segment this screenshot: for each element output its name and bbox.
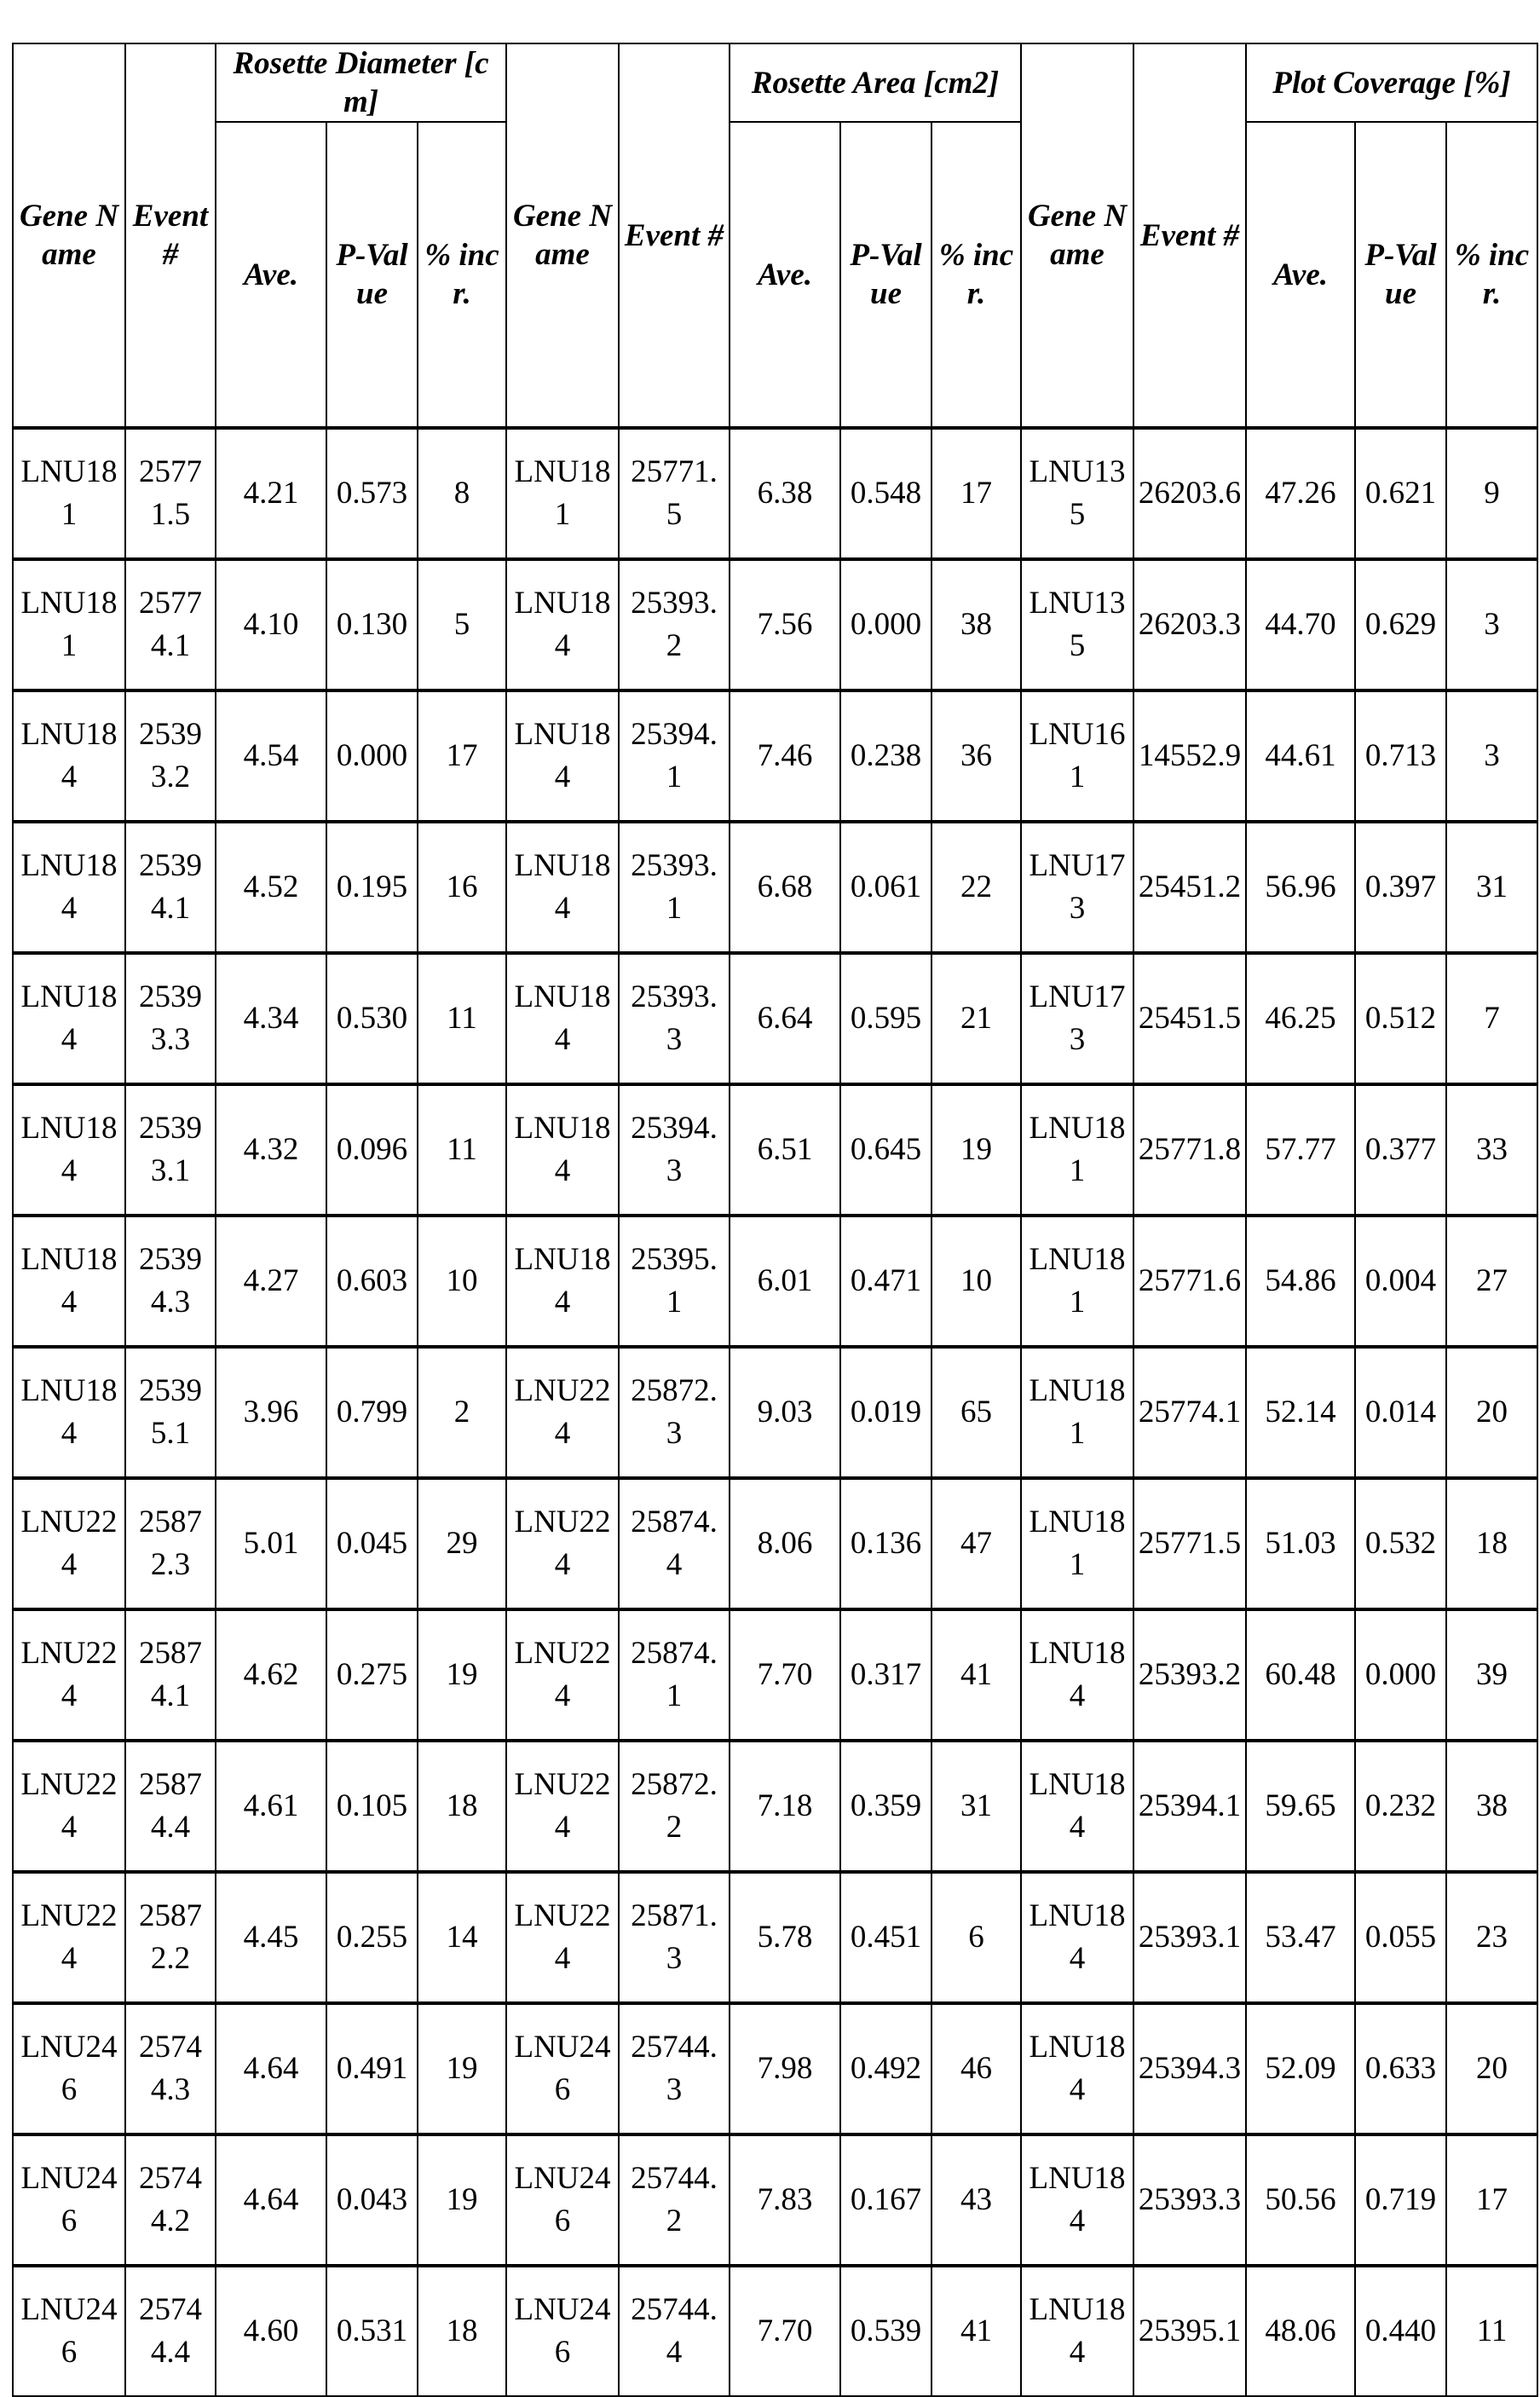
cell-event: 25744.3 [619,2003,730,2134]
cell-area-pvalue: 0.167 [840,2134,931,2266]
cell-diameter-ave: 4.61 [216,1741,326,1872]
cell-event: 25871.3 [619,1872,730,2003]
cell-area-incr: 38 [931,559,1021,690]
cell-area-ave: 7.46 [730,690,840,822]
cell-coverage-pvalue: 0.055 [1355,1872,1446,2003]
header-rosette-diameter: Rosette Diameter [cm] [216,43,506,122]
cell-diameter-incr: 19 [418,2003,506,2134]
cell-event: 25393.2 [619,559,730,690]
table-row [13,1084,1537,1216]
cell-event: 25394.1 [125,822,216,953]
cell-event: 25393.3 [619,953,730,1084]
cell-gene-name: LNU181 [1021,1084,1133,1216]
cell-coverage-pvalue: 0.713 [1355,690,1446,822]
cell-area-ave: 7.18 [730,1741,840,1872]
cell-diameter-pvalue: 0.799 [326,1347,418,1478]
cell-event: 25393.2 [1133,1609,1246,1741]
cell-coverage-ave: 54.86 [1246,1216,1355,1347]
cell-area-pvalue: 0.492 [840,2003,931,2134]
table-row [13,1872,1537,2003]
header-rosette-area: Rosette Area [cm2] [730,43,1021,122]
cell-coverage-ave: 59.65 [1246,1741,1355,1872]
cell-event: 25393.1 [1133,1872,1246,2003]
header-coverage-pvalue: P-Value [1355,122,1446,428]
cell-gene-name: LNU184 [506,559,619,690]
cell-area-ave: 6.01 [730,1216,840,1347]
cell-gene-name: LNU224 [506,1478,619,1609]
cell-gene-name: LNU184 [1021,1609,1133,1741]
results-table [12,43,1538,2397]
table-row [13,1347,1537,1478]
cell-area-incr: 6 [931,1872,1021,2003]
cell-coverage-ave: 44.61 [1246,690,1355,822]
cell-gene-name: LNU184 [13,822,125,953]
cell-area-pvalue: 0.645 [840,1084,931,1216]
header-gene-name-1: Gene Name [13,43,125,428]
cell-event: 25874.1 [619,1609,730,1741]
cell-gene-name: LNU224 [506,1872,619,2003]
cell-area-ave: 6.68 [730,822,840,953]
header-row-sub [13,122,1537,428]
cell-area-ave: 6.64 [730,953,840,1084]
cell-coverage-pvalue: 0.000 [1355,1609,1446,1741]
cell-event: 25451.2 [1133,822,1246,953]
cell-area-ave: 7.56 [730,559,840,690]
header-gene-name-3: Gene Name [1021,43,1133,428]
header-plot-coverage: Plot Coverage [%] [1246,43,1537,122]
cell-area-incr: 22 [931,822,1021,953]
cell-diameter-pvalue: 0.573 [326,428,418,559]
cell-gene-name: LNU246 [506,2134,619,2266]
cell-diameter-pvalue: 0.491 [326,2003,418,2134]
cell-diameter-pvalue: 0.531 [326,2266,418,2396]
cell-area-pvalue: 0.548 [840,428,931,559]
cell-gene-name: LNU224 [13,1741,125,1872]
cell-gene-name: LNU181 [13,559,125,690]
cell-gene-name: LNU224 [13,1478,125,1609]
cell-gene-name: LNU184 [1021,2003,1133,2134]
cell-event: 25394.3 [125,1216,216,1347]
table-row [13,953,1537,1084]
cell-coverage-ave: 53.47 [1246,1872,1355,2003]
cell-coverage-ave: 44.70 [1246,559,1355,690]
table-row [13,1216,1537,1347]
table-row [13,2266,1537,2396]
cell-event: 25393.1 [619,822,730,953]
cell-area-ave: 6.38 [730,428,840,559]
cell-coverage-pvalue: 0.633 [1355,2003,1446,2134]
cell-diameter-ave: 5.01 [216,1478,326,1609]
cell-coverage-pvalue: 0.629 [1355,559,1446,690]
cell-area-pvalue: 0.061 [840,822,931,953]
cell-coverage-pvalue: 0.377 [1355,1084,1446,1216]
cell-gene-name: LNU181 [13,428,125,559]
cell-event: 25744.2 [619,2134,730,2266]
cell-coverage-incr: 3 [1446,559,1537,690]
header-coverage-incr: % incr. [1446,122,1537,428]
table-row [13,1609,1537,1741]
cell-area-pvalue: 0.238 [840,690,931,822]
cell-coverage-pvalue: 0.232 [1355,1741,1446,1872]
cell-gene-name: LNU184 [1021,2134,1133,2266]
header-event-2: Event # [619,43,730,428]
cell-event: 25744.2 [125,2134,216,2266]
cell-event: 25395.1 [1133,2266,1246,2396]
cell-area-pvalue: 0.136 [840,1478,931,1609]
cell-area-ave: 6.51 [730,1084,840,1216]
cell-area-incr: 65 [931,1347,1021,1478]
cell-coverage-ave: 60.48 [1246,1609,1355,1741]
cell-gene-name: LNU184 [13,1216,125,1347]
cell-coverage-ave: 52.14 [1246,1347,1355,1478]
cell-coverage-incr: 3 [1446,690,1537,822]
cell-area-pvalue: 0.451 [840,1872,931,2003]
cell-event: 25771.5 [125,428,216,559]
table-row [13,559,1537,690]
cell-gene-name: LNU173 [1021,953,1133,1084]
cell-area-ave: 7.83 [730,2134,840,2266]
cell-event: 25872.2 [619,1741,730,1872]
cell-event: 25394.3 [619,1084,730,1216]
cell-event: 25774.1 [125,559,216,690]
cell-gene-name: LNU224 [506,1741,619,1872]
cell-coverage-pvalue: 0.512 [1355,953,1446,1084]
cell-gene-name: LNU161 [1021,690,1133,822]
cell-coverage-ave: 52.09 [1246,2003,1355,2134]
table-row [13,690,1537,822]
cell-gene-name: LNU184 [506,1084,619,1216]
cell-gene-name: LNU224 [506,1609,619,1741]
header-event-1: Event # [125,43,216,428]
cell-diameter-ave: 4.54 [216,690,326,822]
cell-diameter-ave: 4.21 [216,428,326,559]
cell-diameter-pvalue: 0.130 [326,559,418,690]
cell-diameter-incr: 14 [418,1872,506,2003]
cell-gene-name: LNU184 [506,690,619,822]
cell-event: 25872.3 [619,1347,730,1478]
header-area-pvalue: P-Value [840,122,931,428]
cell-diameter-incr: 2 [418,1347,506,1478]
cell-diameter-incr: 8 [418,428,506,559]
cell-coverage-incr: 38 [1446,1741,1537,1872]
cell-event: 25394.1 [619,690,730,822]
header-diameter-incr: % incr. [418,122,506,428]
header-row-top [13,43,1537,122]
cell-event: 25774.1 [1133,1347,1246,1478]
cell-gene-name: LNU184 [1021,1741,1133,1872]
cell-coverage-incr: 20 [1446,1347,1537,1478]
cell-area-incr: 21 [931,953,1021,1084]
cell-diameter-pvalue: 0.275 [326,1609,418,1741]
cell-diameter-pvalue: 0.255 [326,1872,418,2003]
cell-event: 25771.8 [1133,1084,1246,1216]
cell-gene-name: LNU246 [506,2266,619,2396]
cell-coverage-pvalue: 0.532 [1355,1478,1446,1609]
table-row [13,428,1537,559]
cell-event: 25874.4 [125,1741,216,1872]
table-row [13,2003,1537,2134]
cell-area-incr: 17 [931,428,1021,559]
cell-coverage-incr: 17 [1446,2134,1537,2266]
cell-event: 25744.3 [125,2003,216,2134]
cell-area-pvalue: 0.019 [840,1347,931,1478]
cell-coverage-incr: 18 [1446,1478,1537,1609]
cell-coverage-ave: 46.25 [1246,953,1355,1084]
cell-diameter-ave: 3.96 [216,1347,326,1478]
cell-coverage-ave: 48.06 [1246,2266,1355,2396]
cell-diameter-pvalue: 0.000 [326,690,418,822]
cell-coverage-pvalue: 0.014 [1355,1347,1446,1478]
cell-gene-name: LNU184 [506,953,619,1084]
cell-event: 25393.3 [1133,2134,1246,2266]
cell-area-pvalue: 0.317 [840,1609,931,1741]
cell-coverage-incr: 39 [1446,1609,1537,1741]
cell-coverage-incr: 23 [1446,1872,1537,2003]
cell-diameter-incr: 19 [418,1609,506,1741]
cell-event: 25744.4 [619,2266,730,2396]
cell-event: 25874.4 [619,1478,730,1609]
cell-area-ave: 7.70 [730,1609,840,1741]
cell-event: 25395.1 [619,1216,730,1347]
cell-event: 25395.1 [125,1347,216,1478]
cell-coverage-ave: 57.77 [1246,1084,1355,1216]
cell-coverage-pvalue: 0.719 [1355,2134,1446,2266]
cell-coverage-ave: 51.03 [1246,1478,1355,1609]
table-row [13,1478,1537,1609]
cell-event: 25451.5 [1133,953,1246,1084]
cell-diameter-pvalue: 0.195 [326,822,418,953]
cell-event: 25872.2 [125,1872,216,2003]
cell-gene-name: LNU184 [506,822,619,953]
cell-coverage-incr: 11 [1446,2266,1537,2396]
cell-diameter-incr: 29 [418,1478,506,1609]
cell-coverage-incr: 7 [1446,953,1537,1084]
cell-area-pvalue: 0.471 [840,1216,931,1347]
cell-area-ave: 8.06 [730,1478,840,1609]
cell-gene-name: LNU181 [1021,1347,1133,1478]
cell-event: 25771.6 [1133,1216,1246,1347]
cell-coverage-incr: 20 [1446,2003,1537,2134]
cell-diameter-ave: 4.45 [216,1872,326,2003]
cell-coverage-ave: 50.56 [1246,2134,1355,2266]
cell-gene-name: LNU181 [1021,1216,1133,1347]
cell-gene-name: LNU184 [506,1216,619,1347]
cell-gene-name: LNU135 [1021,428,1133,559]
cell-diameter-incr: 10 [418,1216,506,1347]
cell-gene-name: LNU246 [13,2266,125,2396]
cell-event: 25393.2 [125,690,216,822]
cell-diameter-incr: 5 [418,559,506,690]
cell-area-incr: 36 [931,690,1021,822]
cell-diameter-ave: 4.64 [216,2003,326,2134]
cell-diameter-pvalue: 0.043 [326,2134,418,2266]
cell-event: 25872.3 [125,1478,216,1609]
cell-area-pvalue: 0.539 [840,2266,931,2396]
cell-diameter-ave: 4.10 [216,559,326,690]
header-diameter-pvalue: P-Value [326,122,418,428]
cell-area-incr: 31 [931,1741,1021,1872]
cell-coverage-pvalue: 0.621 [1355,428,1446,559]
cell-gene-name: LNU184 [1021,1872,1133,2003]
cell-area-incr: 46 [931,2003,1021,2134]
cell-event: 25771.5 [619,428,730,559]
cell-diameter-pvalue: 0.045 [326,1478,418,1609]
cell-diameter-ave: 4.52 [216,822,326,953]
cell-coverage-pvalue: 0.004 [1355,1216,1446,1347]
cell-diameter-pvalue: 0.530 [326,953,418,1084]
cell-coverage-pvalue: 0.440 [1355,2266,1446,2396]
cell-gene-name: LNU173 [1021,822,1133,953]
cell-area-ave: 9.03 [730,1347,840,1478]
table-row [13,822,1537,953]
cell-event: 25393.3 [125,953,216,1084]
cell-area-incr: 41 [931,2266,1021,2396]
cell-gene-name: LNU181 [506,428,619,559]
cell-area-incr: 47 [931,1478,1021,1609]
header-gene-name-2: Gene Name [506,43,619,428]
cell-gene-name: LNU184 [13,1084,125,1216]
cell-gene-name: LNU184 [13,690,125,822]
cell-coverage-ave: 56.96 [1246,822,1355,953]
table-row [13,2134,1537,2266]
cell-event: 25771.5 [1133,1478,1246,1609]
cell-diameter-incr: 19 [418,2134,506,2266]
cell-diameter-ave: 4.64 [216,2134,326,2266]
cell-event: 25874.1 [125,1609,216,1741]
cell-area-incr: 43 [931,2134,1021,2266]
cell-diameter-incr: 18 [418,1741,506,1872]
cell-coverage-incr: 27 [1446,1216,1537,1347]
cell-gene-name: LNU246 [506,2003,619,2134]
cell-diameter-pvalue: 0.096 [326,1084,418,1216]
cell-gene-name: LNU246 [13,2003,125,2134]
cell-diameter-ave: 4.62 [216,1609,326,1741]
cell-diameter-ave: 4.27 [216,1216,326,1347]
cell-gene-name: LNU224 [13,1609,125,1741]
cell-diameter-ave: 4.34 [216,953,326,1084]
cell-event: 25394.1 [1133,1741,1246,1872]
cell-area-incr: 19 [931,1084,1021,1216]
cell-area-ave: 5.78 [730,1872,840,2003]
cell-area-ave: 7.98 [730,2003,840,2134]
cell-coverage-pvalue: 0.397 [1355,822,1446,953]
cell-diameter-incr: 17 [418,690,506,822]
cell-coverage-incr: 33 [1446,1084,1537,1216]
cell-gene-name: LNU224 [13,1872,125,2003]
cell-coverage-incr: 31 [1446,822,1537,953]
cell-area-pvalue: 0.595 [840,953,931,1084]
header-coverage-ave: Ave. [1246,122,1355,428]
cell-area-incr: 41 [931,1609,1021,1741]
cell-gene-name: LNU184 [13,1347,125,1478]
cell-diameter-pvalue: 0.105 [326,1741,418,1872]
cell-gene-name: LNU184 [13,953,125,1084]
cell-gene-name: LNU135 [1021,559,1133,690]
table-row [13,1741,1537,1872]
cell-diameter-pvalue: 0.603 [326,1216,418,1347]
cell-diameter-ave: 4.32 [216,1084,326,1216]
cell-event: 14552.9 [1133,690,1246,822]
cell-area-incr: 10 [931,1216,1021,1347]
cell-event: 25393.1 [125,1084,216,1216]
cell-diameter-incr: 11 [418,1084,506,1216]
cell-gene-name: LNU184 [1021,2266,1133,2396]
header-diameter-ave: Ave. [216,122,326,428]
cell-event: 25744.4 [125,2266,216,2396]
cell-event: 26203.3 [1133,559,1246,690]
cell-area-pvalue: 0.000 [840,559,931,690]
header-area-ave: Ave. [730,122,840,428]
cell-coverage-incr: 9 [1446,428,1537,559]
cell-gene-name: LNU181 [1021,1478,1133,1609]
cell-event: 25394.3 [1133,2003,1246,2134]
cell-event: 26203.6 [1133,428,1246,559]
cell-diameter-incr: 11 [418,953,506,1084]
cell-gene-name: LNU224 [506,1347,619,1478]
header-area-incr: % incr. [931,122,1021,428]
cell-gene-name: LNU246 [13,2134,125,2266]
cell-diameter-incr: 18 [418,2266,506,2396]
table-body [13,428,1537,2396]
cell-area-ave: 7.70 [730,2266,840,2396]
cell-diameter-ave: 4.60 [216,2266,326,2396]
header-event-3: Event # [1133,43,1246,428]
cell-area-pvalue: 0.359 [840,1741,931,1872]
cell-coverage-ave: 47.26 [1246,428,1355,559]
cell-diameter-incr: 16 [418,822,506,953]
